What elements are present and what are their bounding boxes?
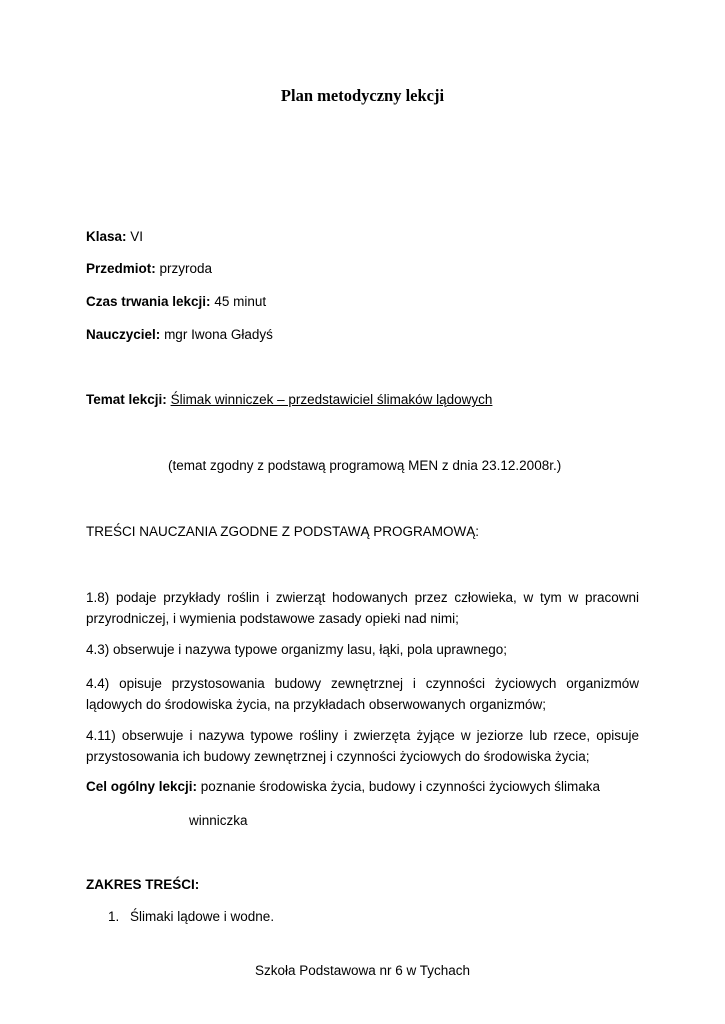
- zakres-list-item: [108, 908, 274, 926]
- klasa-label: Klasa:: [86, 229, 127, 244]
- temat-value: Ślimak winniczek – przedstawiciel ślimaków lądowych: [170, 392, 493, 407]
- czas-value: 45 minut: [214, 294, 267, 309]
- tresc-item-1: 1.8) podaje przykłady roślin i zwierząt hodowanych przez człowieka, w tym w pracowni przyrodniczej, i wymienia podstawowe zasady opieki nad nimi;: [86, 590, 639, 626]
- tresci-heading: TREŚCI NAUCZANIA ZGODNE Z PODSTAWĄ PROGRAMOWĄ:: [86, 524, 480, 539]
- klasa-line: [86, 228, 143, 246]
- cel-label: Cel ogólny lekcji:: [86, 779, 198, 794]
- temat-note: (temat zgodny z podstawą programową MEN z dnia 23.12.2008r.): [168, 458, 562, 473]
- zakres-list-text: Ślimaki lądowe i wodne.: [130, 909, 275, 924]
- cel-continuation: winniczka: [189, 813, 248, 828]
- temat-line: [86, 391, 492, 409]
- page-title: Plan metodyczny lekcji: [280, 86, 445, 105]
- page-footer: Szkoła Podstawowa nr 6 w Tychach: [254, 963, 471, 978]
- nauczyciel-value: mgr Iwona Gładyś: [164, 327, 273, 342]
- zakres-list-number: 1.: [108, 909, 120, 924]
- przedmiot-line: [86, 260, 212, 278]
- cel-line: [86, 778, 600, 796]
- klasa-value: VI: [130, 229, 144, 244]
- czas-label: Czas trwania lekcji:: [86, 294, 211, 309]
- cel-value: poznanie środowiska życia, budowy i czynności życiowych ślimaka: [200, 779, 600, 794]
- czas-line: [86, 293, 266, 311]
- przedmiot-label: Przedmiot:: [86, 261, 156, 276]
- tresc-item-3: 4.4) opisuje przystosowania budowy zewnętrznej i czynności życiowych organizmów lądowych do środowiska życia, na przykładach obserwowanych organizmów;: [86, 676, 639, 712]
- nauczyciel-line: [86, 326, 273, 344]
- temat-label: Temat lekcji:: [86, 392, 167, 407]
- nauczyciel-label: Nauczyciel:: [86, 327, 161, 342]
- tresc-item-2: 4.3) obserwuje i nazywa typowe organizmy lasu, łąki, pola uprawnego;: [86, 642, 507, 657]
- tresc-item-4: 4.11) obserwuje i nazywa typowe rośliny i zwierzęta żyjące w jeziorze lub rzece, opisuje przystosowania ich budowy zewnętrznej i czynności życiowych do środowiska życia;: [86, 728, 639, 764]
- zakres-heading: ZAKRES TREŚCI:: [86, 877, 200, 892]
- przedmiot-value: przyroda: [159, 261, 213, 276]
